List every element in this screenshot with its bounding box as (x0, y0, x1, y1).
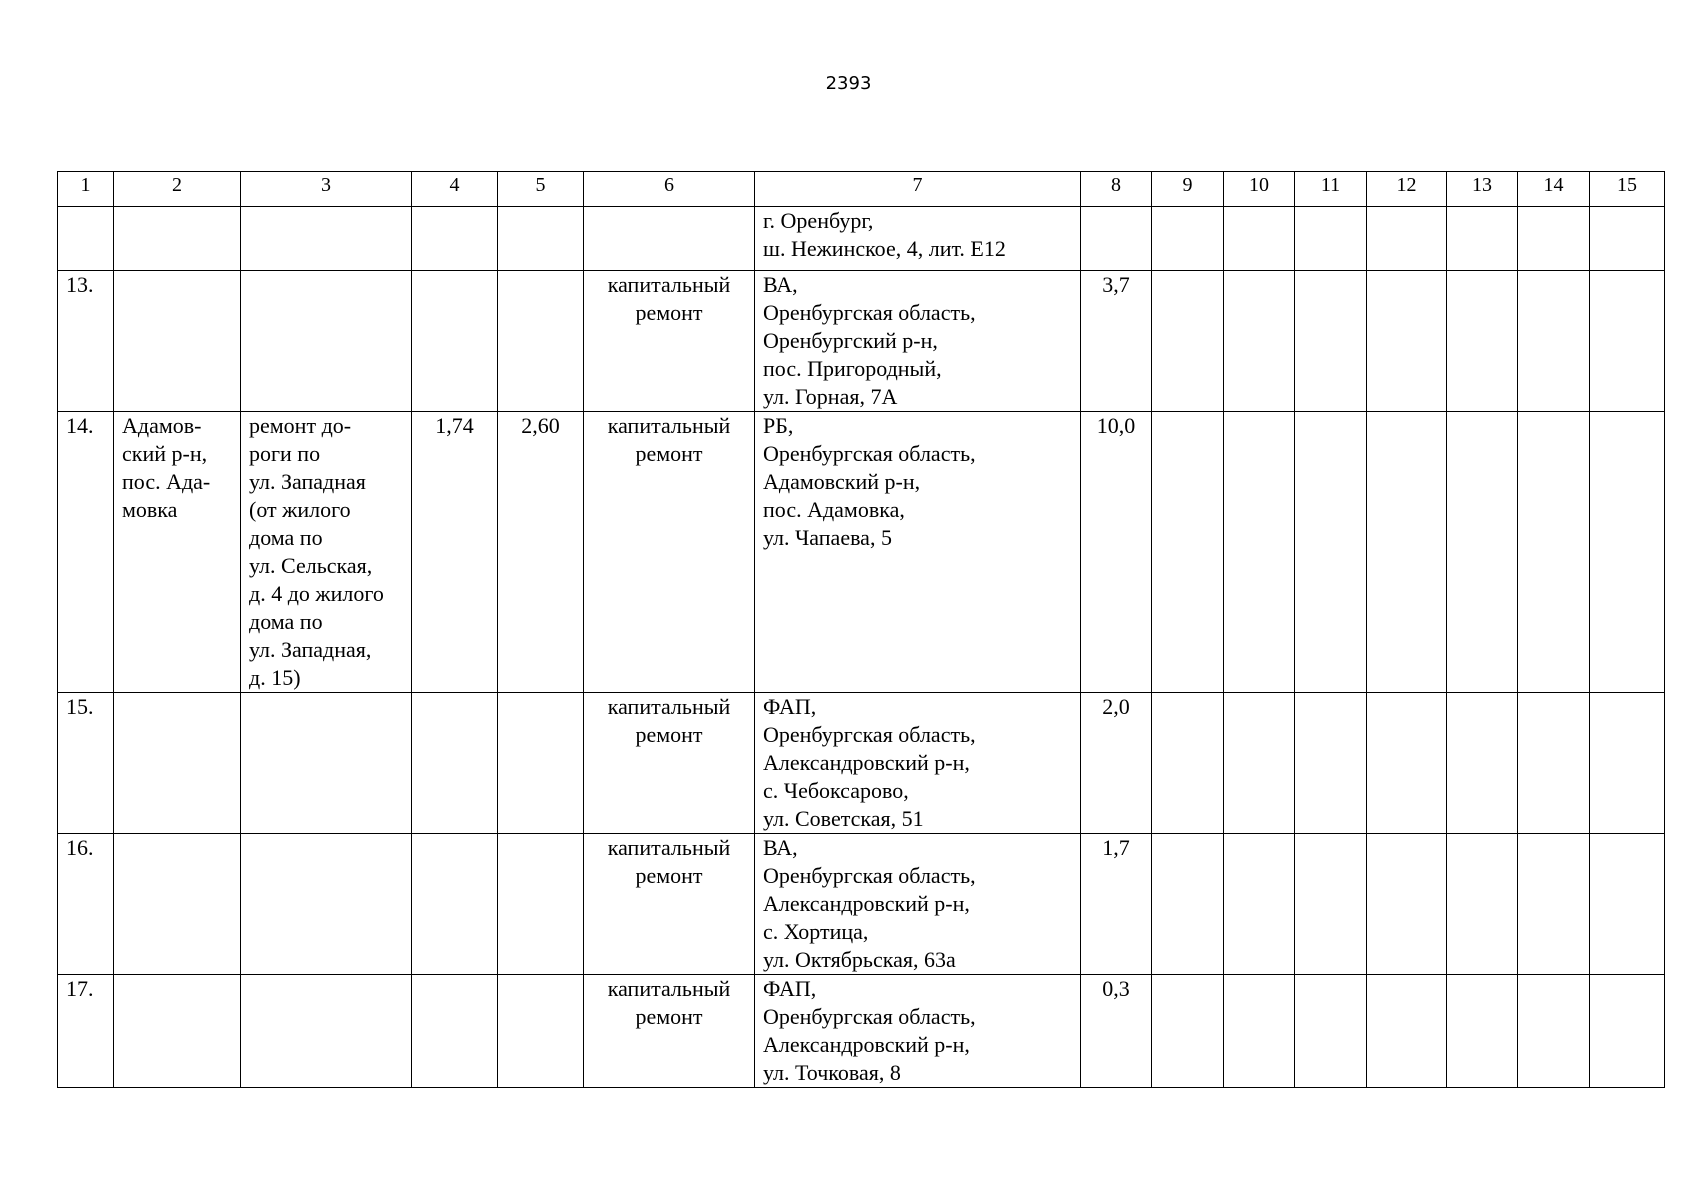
address-cell: ВА, Оренбургская область, Александровский р-н, с. Хортица, ул. Октябрьская, 63а (755, 834, 1081, 975)
empty-cell (1224, 975, 1295, 1088)
empty-cell (1518, 412, 1590, 693)
col8-cell: 2,0 (1081, 693, 1152, 834)
column-header: 7 (755, 172, 1081, 207)
empty-cell (1447, 693, 1518, 834)
row-number (58, 207, 114, 271)
column-header: 9 (1152, 172, 1224, 207)
empty-cell (1152, 975, 1224, 1088)
address-cell: ФАП, Оренбургская область, Александровский р-н, с. Чебоксарово, ул. Советская, 51 (755, 693, 1081, 834)
empty-cell (1367, 207, 1447, 271)
empty-cell (1295, 271, 1367, 412)
col8-cell: 1,7 (1081, 834, 1152, 975)
column-header: 6 (584, 172, 755, 207)
page-number: 2393 (825, 73, 872, 94)
empty-cell (1224, 834, 1295, 975)
object-cell (241, 207, 412, 271)
empty-cell (1518, 207, 1590, 271)
empty-cell (1295, 975, 1367, 1088)
row-number: 13. (58, 271, 114, 412)
work-type-cell: капитальный ремонт (584, 693, 755, 834)
empty-cell (1367, 834, 1447, 975)
data-table (57, 171, 1665, 1088)
col4-cell (412, 271, 498, 412)
empty-cell (1447, 271, 1518, 412)
empty-cell (1295, 693, 1367, 834)
empty-cell (1447, 412, 1518, 693)
col5-cell (498, 834, 584, 975)
empty-cell (1590, 834, 1665, 975)
column-header: 11 (1295, 172, 1367, 207)
empty-cell (1590, 412, 1665, 693)
column-header: 4 (412, 172, 498, 207)
empty-cell (1447, 834, 1518, 975)
col8-cell: 3,7 (1081, 271, 1152, 412)
column-header: 8 (1081, 172, 1152, 207)
col4-cell: 1,74 (412, 412, 498, 693)
empty-cell (1518, 271, 1590, 412)
object-cell (241, 271, 412, 412)
empty-cell (1224, 693, 1295, 834)
empty-cell (1518, 834, 1590, 975)
empty-cell (1152, 271, 1224, 412)
col4-cell (412, 207, 498, 271)
district-cell (114, 207, 241, 271)
column-header: 12 (1367, 172, 1447, 207)
work-type-cell: капитальный ремонт (584, 975, 755, 1088)
empty-cell (1518, 975, 1590, 1088)
work-type-cell (584, 207, 755, 271)
empty-cell (1367, 271, 1447, 412)
work-type-cell: капитальный ремонт (584, 412, 755, 693)
address-cell: ФАП, Оренбургская область, Александровский р-н, ул. Точковая, 8 (755, 975, 1081, 1088)
column-header: 3 (241, 172, 412, 207)
table-row (58, 412, 1665, 693)
empty-cell (1295, 412, 1367, 693)
empty-cell (1152, 412, 1224, 693)
work-type-cell: капитальный ремонт (584, 834, 755, 975)
empty-cell (1590, 271, 1665, 412)
table-row (58, 834, 1665, 975)
table-row (58, 271, 1665, 412)
empty-cell (1224, 271, 1295, 412)
col4-cell (412, 975, 498, 1088)
col5-cell (498, 975, 584, 1088)
empty-cell (1152, 207, 1224, 271)
column-header: 2 (114, 172, 241, 207)
district-cell (114, 271, 241, 412)
col5-cell: 2,60 (498, 412, 584, 693)
col4-cell (412, 693, 498, 834)
empty-cell (1295, 834, 1367, 975)
empty-cell (1590, 975, 1665, 1088)
empty-cell (1224, 207, 1295, 271)
empty-cell (1447, 207, 1518, 271)
col8-cell: 0,3 (1081, 975, 1152, 1088)
col8-cell (1081, 207, 1152, 271)
district-cell (114, 975, 241, 1088)
address-cell: г. Оренбург, ш. Нежинское, 4, лит. Е12 (755, 207, 1081, 271)
object-cell (241, 693, 412, 834)
col4-cell (412, 834, 498, 975)
row-number: 15. (58, 693, 114, 834)
column-header: 13 (1447, 172, 1518, 207)
col5-cell (498, 693, 584, 834)
col5-cell (498, 207, 584, 271)
col8-cell: 10,0 (1081, 412, 1152, 693)
district-cell (114, 834, 241, 975)
column-header: 10 (1224, 172, 1295, 207)
col5-cell (498, 271, 584, 412)
district-cell (114, 693, 241, 834)
work-type-cell: капитальный ремонт (584, 271, 755, 412)
row-number: 16. (58, 834, 114, 975)
row-number: 17. (58, 975, 114, 1088)
empty-cell (1590, 693, 1665, 834)
empty-cell (1590, 207, 1665, 271)
table-row (58, 207, 1665, 271)
table-row (58, 693, 1665, 834)
address-cell: ВА, Оренбургская область, Оренбургский р-н, пос. Пригородный, ул. Горная, 7А (755, 271, 1081, 412)
object-cell: ремонт до- роги по ул. Западная (от жилого дома по ул. Сельская, д. 4 до жилого дома по ул. Западная, д. 15) (241, 412, 412, 693)
district-cell: Адамов- ский р-н, пос. Ада- мовка (114, 412, 241, 693)
object-cell (241, 975, 412, 1088)
empty-cell (1367, 975, 1447, 1088)
empty-cell (1295, 207, 1367, 271)
empty-cell (1152, 834, 1224, 975)
empty-cell (1224, 412, 1295, 693)
table-row (58, 975, 1665, 1088)
empty-cell (1447, 975, 1518, 1088)
header-row (58, 172, 1665, 207)
empty-cell (1367, 693, 1447, 834)
column-header: 5 (498, 172, 584, 207)
column-header: 15 (1590, 172, 1665, 207)
column-header: 1 (58, 172, 114, 207)
row-number: 14. (58, 412, 114, 693)
column-header: 14 (1518, 172, 1590, 207)
empty-cell (1367, 412, 1447, 693)
address-cell: РБ, Оренбургская область, Адамовский р-н, пос. Адамовка, ул. Чапаева, 5 (755, 412, 1081, 693)
empty-cell (1152, 693, 1224, 834)
object-cell (241, 834, 412, 975)
empty-cell (1518, 693, 1590, 834)
